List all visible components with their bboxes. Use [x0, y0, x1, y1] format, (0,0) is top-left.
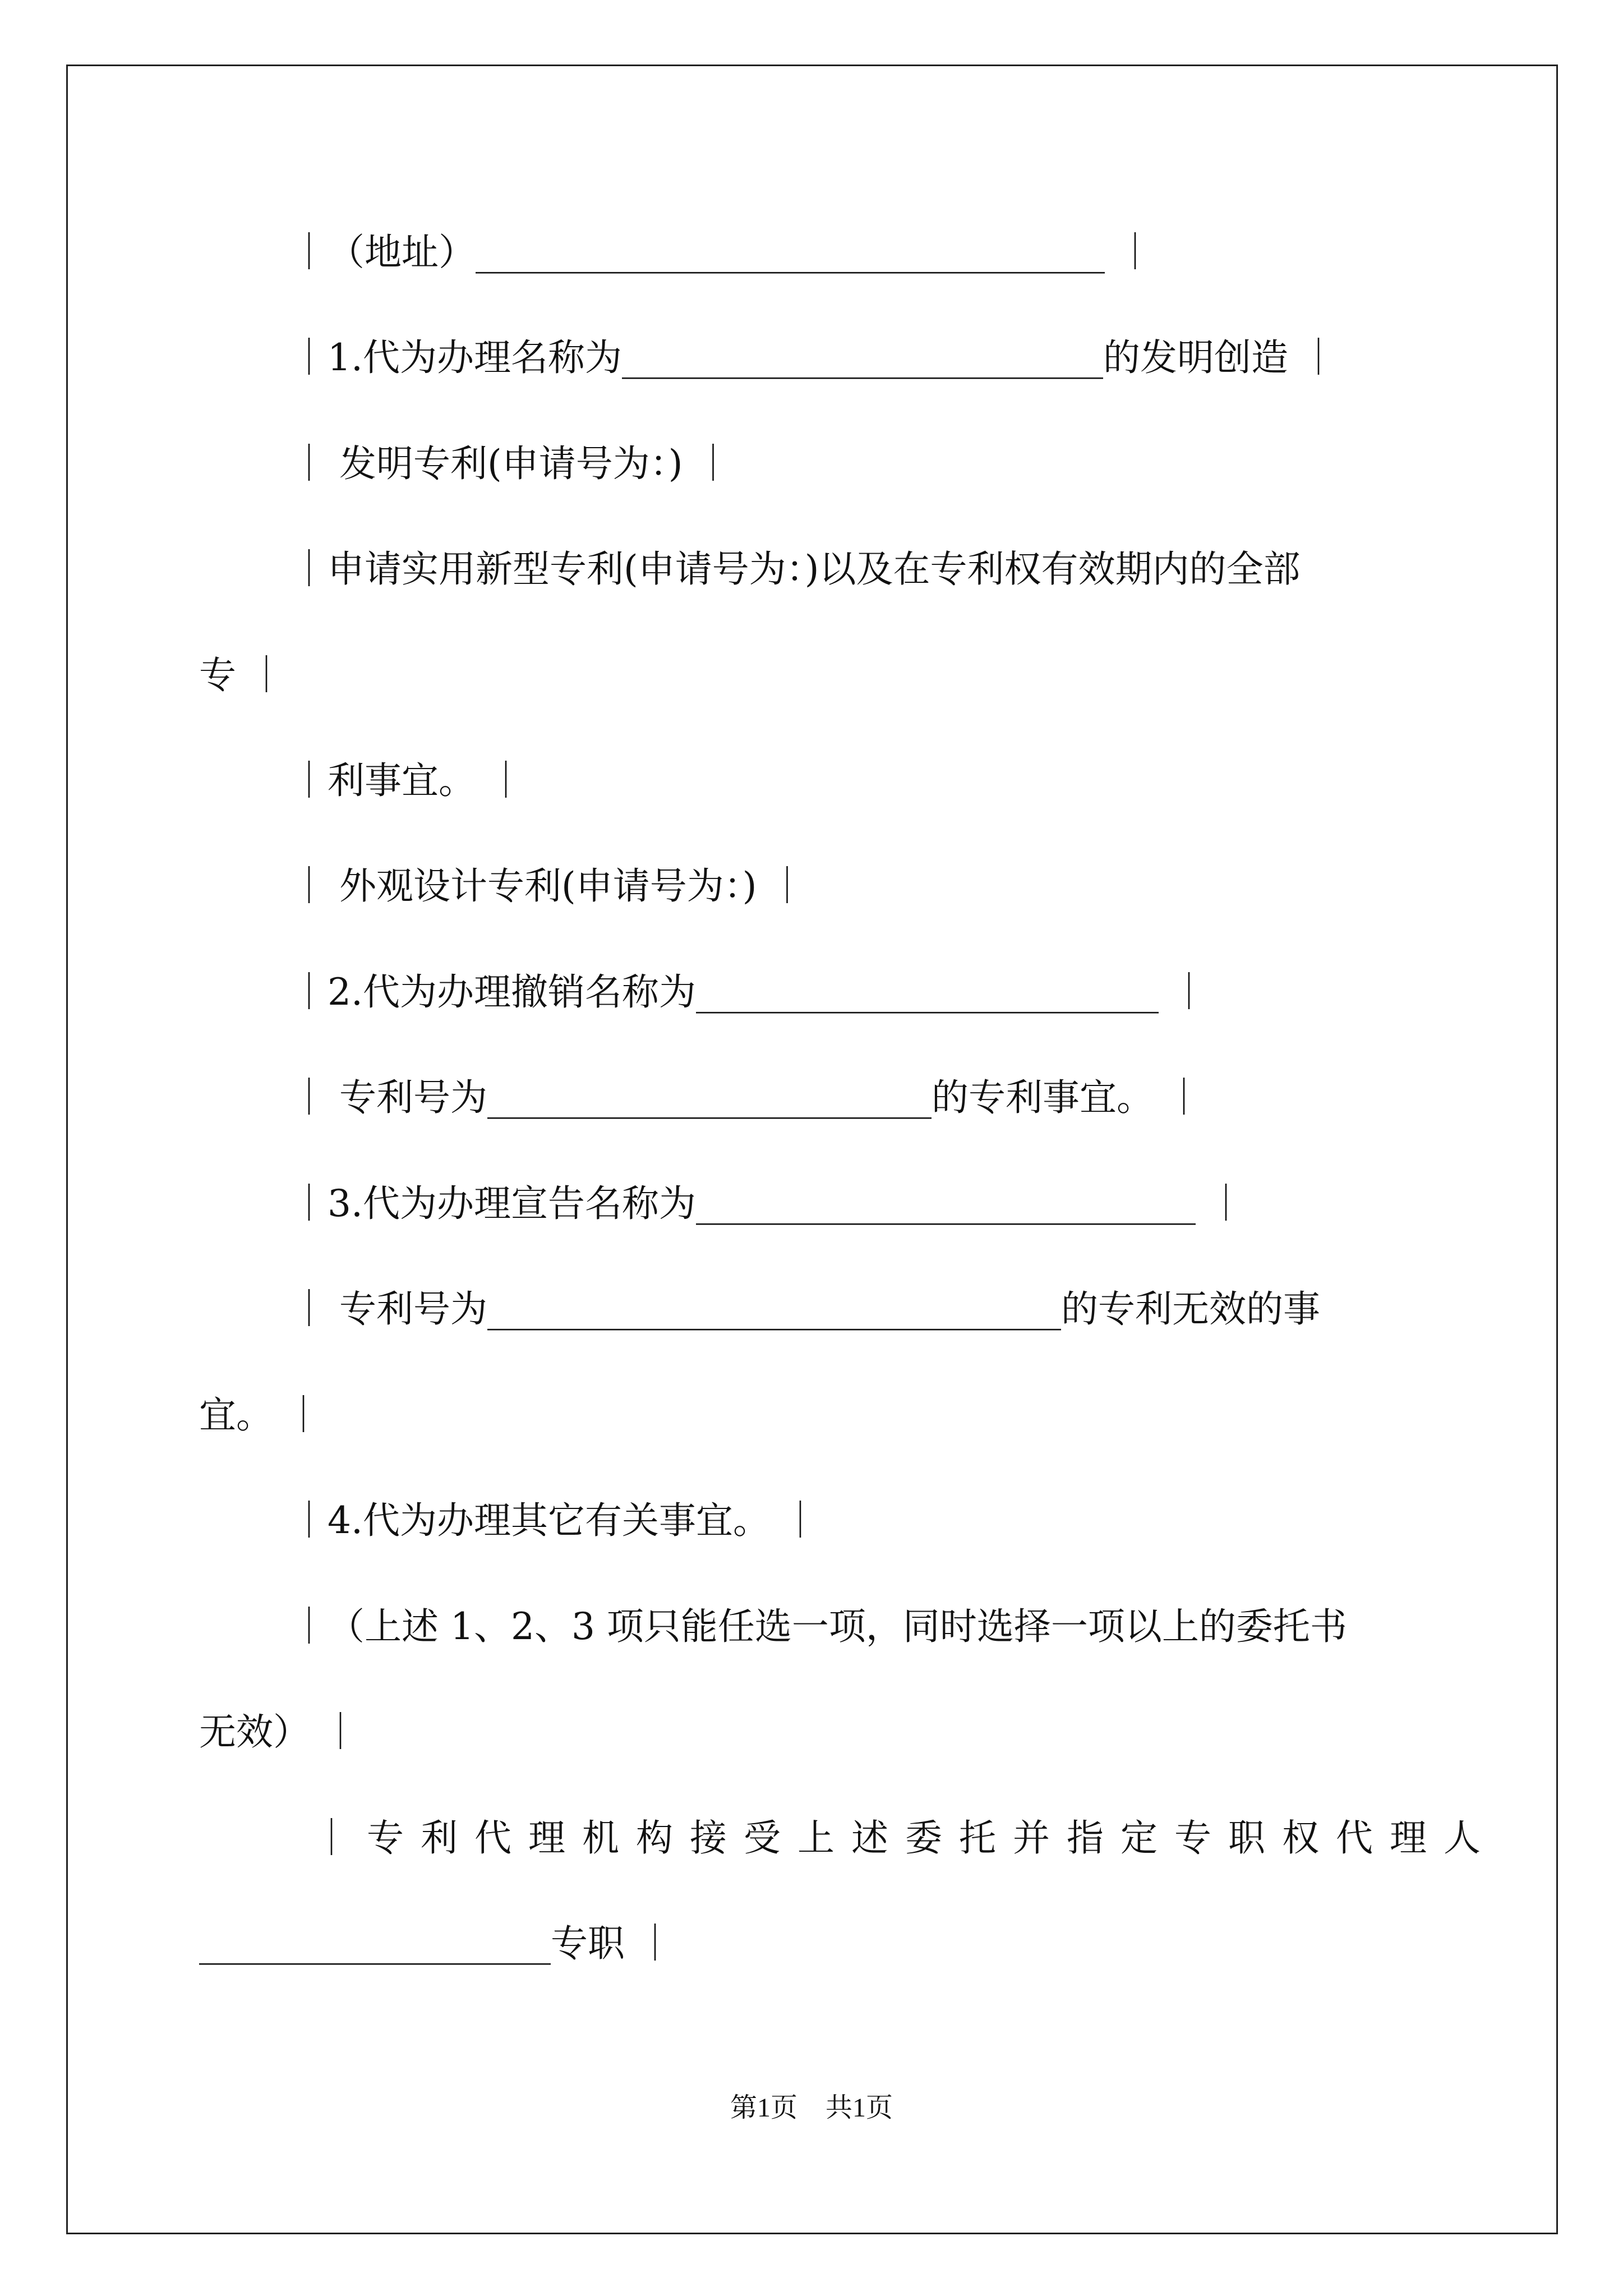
text-line-utility-model-cont: 专 ｜ [199, 654, 285, 697]
text-line-item-1: ｜1.代为办理名称为__________________________的发明创造 ｜ [291, 336, 1337, 379]
text-line-patent-number-2: ｜ 专利号为_______________________________的专利无效的事 [291, 1287, 1320, 1331]
text-line-patent-matters: ｜利事宜。 ｜ [291, 759, 524, 802]
page-total: 共1页 [826, 2093, 893, 2123]
page-border [66, 65, 1558, 2234]
text-line-patent-number-1: ｜ 专利号为________________________的专利事宜。 ｜ [291, 1076, 1202, 1119]
text-line-note-cont: 无效） ｜ [199, 1710, 359, 1754]
page-number: 第1页 [730, 2093, 797, 2123]
page-footer [0, 2091, 1623, 2125]
text-line-invention-patent: ｜ 发明专利(申请号为：) ｜ [291, 442, 732, 485]
text-line-design-patent: ｜ 外观设计专利(申请号为：) ｜ [291, 864, 806, 908]
text-line-patent-number-2-cont: 宜。 ｜ [199, 1393, 322, 1437]
text-line-address: ｜（地址）__________________________________ ｜ [291, 231, 1154, 274]
text-line-note: ｜（上述 1、2、3 项只能任选一项，同时选择一项以上的委托书 [291, 1605, 1347, 1648]
text-line-agency: ｜专利代理机构接受上述委托并指定专职权代理人 [313, 1816, 1497, 1860]
text-line-utility-model: ｜申请实用新型专利(申请号为：)以及在专利权有效期内的全部 [291, 547, 1301, 591]
text-line-item-3: ｜3.代为办理宣告名称为___________________________ ｜ [291, 1182, 1244, 1225]
text-line-agent-blank: ___________________专职 ｜ [199, 1922, 674, 1965]
text-line-item-2: ｜2.代为办理撤销名称为_________________________ ｜ [291, 970, 1207, 1014]
text-line-item-4: ｜4.代为办理其它有关事宜。 ｜ [291, 1499, 819, 1542]
